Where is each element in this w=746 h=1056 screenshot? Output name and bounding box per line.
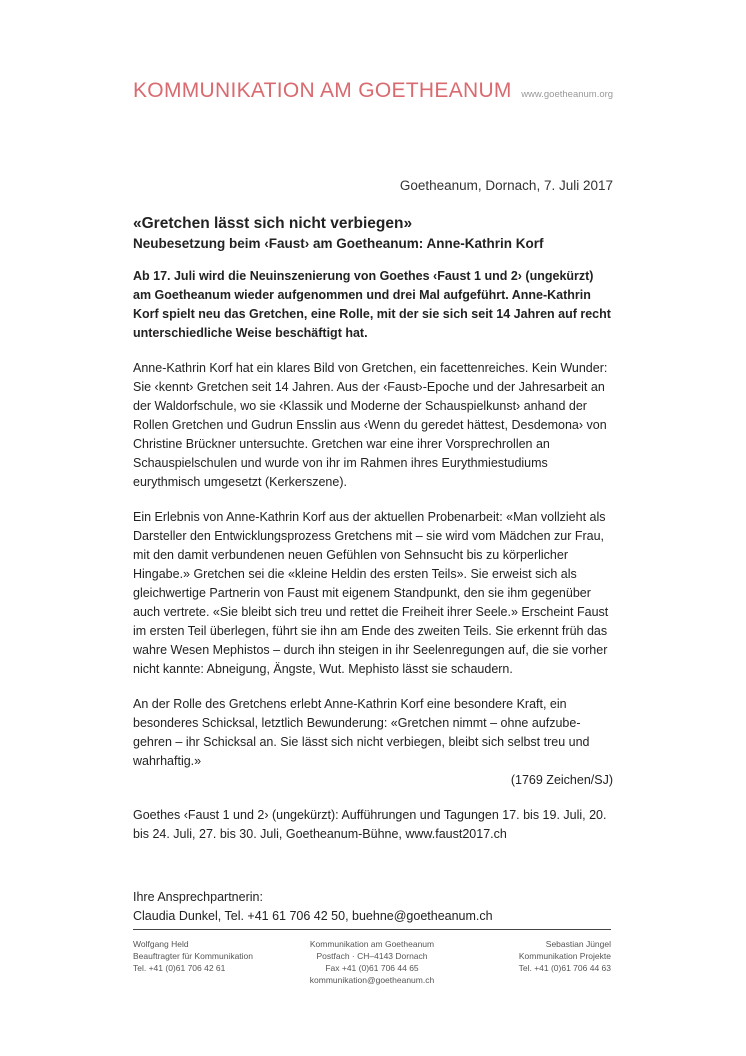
performance-info: Goethes ‹Faust 1 und 2› (ungekürzt): Aufführungen und Tagungen 17. bis 19. Juli, 20. bis 24. Juli, 27. bis 30. Juli, Goetheanum-Bühne, www.faust2017.ch: [133, 808, 607, 841]
character-count: (1769 Zeichen/SJ): [510, 773, 613, 787]
masthead: [133, 79, 613, 103]
footer-center-fax: Fax +41 (0)61 706 44 65: [325, 963, 419, 973]
contact-heading: Ihre Ansprechpartnerin:: [133, 890, 263, 904]
footer-left-phone: Tel. +41 (0)61 706 42 61: [133, 963, 226, 973]
footer-right-phone: Tel. +41 (0)61 706 44 63: [518, 963, 611, 973]
contact-block: [133, 888, 493, 926]
body-paragraph: Anne-Kathrin Korf hat ein klares Bild von Gretchen, ein facettenreiches. Kein Wunder: Sie ‹kennt› Gretchen seit 14 Jahren. Aus der ‹Faust›-Epoche und der Jahresarbeit an der Waldorfschule, wo sie ‹Klassik und Moderne der Schauspielkunst› anhand der Rollen Gretchen und Gudrun Ensslin aus ‹Wenn du geredet hättest, Desdemona› von Christine Brückner untersuchte. Gretchen war eine ihrer Vorsprechrollen an Schauspielschulen und wurde von ihr im Rahmen ihres Eurythmiestudiums eurythmisch umgesetzt (Kerkerszene).: [133, 361, 608, 489]
contact-details: Claudia Dunkel, Tel. +41 61 706 42 50, buehne@goetheanum.ch: [133, 909, 493, 923]
footer-right-role: Kommunikation Projekte: [518, 951, 611, 961]
article-title: «Gretchen lässt sich nicht verbiegen»: [133, 215, 413, 232]
article-subtitle: Neubesetzung beim ‹Faust› am Goetheanum: Anne-Kathrin Korf: [133, 236, 544, 251]
footer-left-role: Beauftragter für Kommunikation: [133, 951, 254, 961]
lead-paragraph: Ab 17. Juli wird die Neuinszenierung von Goethes ‹Faust 1 und 2› (ungekürzt) am Goetheanum wieder aufgenommen und drei Mal aufgeführt. Anne-Kathrin Korf spielt neu das Gretchen, eine Rolle, mit der sie sich seit 14 Jahren auf recht unterschiedliche Weise beschäftigt hat.: [133, 269, 611, 340]
body-paragraph: Ein Erlebnis von Anne-Kathrin Korf aus der aktuellen Probenarbeit: «Man vollzieht als Darsteller den Entwicklungsprozess Gretchens mit – sie wird vom Mädchen zur Frau, mit den damit verbundenen neuen Gefühlen von Sehnsucht bis zu körperlicher Hingabe.» Gretchen sei die «kleine Heldin des ersten Teils». Sie erweist sich als gleichwertige Partnerin von Faust mit eigenem Standpunkt, den sie ihm gegenüber auch vertrete. «Sie bleibt sich treu und rettet die Freiheit ihrer Seele.» Erscheint Faust im ersten Teil überlegen, führt sie ihn am Ende des zweiten Teils. Sie erkennt früh das wahre Wesen Mephistos – durch ihn steigen in ihr Seelenregungen auf, die sie vorher nicht kannte: Abneigung, Ängste, Wut. Mephisto lässt sie schaudern.: [133, 510, 609, 676]
dateline: Goetheanum, Dornach, 7. Juli 2017: [399, 178, 613, 193]
website-label: www.goetheanum.org: [521, 89, 614, 100]
footer-left-name: Wolfgang Held: [133, 939, 189, 949]
brand-title: KOMMUNIKATION AM GOETHEANUM: [133, 79, 512, 102]
body-paragraph: An der Rolle des Gretchens erlebt Anne-Kathrin Korf eine besondere Kraft, ein besonderes Schicksal, letztlich Bewunderung: «Gretchen nimmt – ohne aufzubegehren – ihr Schicksal an. Sie lässt sich nicht verbiegen, bleibt sich selbst treu und wahrhaftig.»: [133, 697, 590, 768]
footer-right-name: Sebastian Jüngel: [545, 939, 611, 949]
article-body: [133, 213, 613, 860]
footer-center-org: Kommunikation am Goetheanum: [309, 939, 435, 949]
footer-divider: [133, 929, 611, 930]
footer-center-address: Postfach · CH–4143 Dornach: [316, 951, 428, 961]
footer-right-column: [519, 938, 611, 974]
footer-center-email: kommunikation@goetheanum.ch: [309, 975, 435, 985]
